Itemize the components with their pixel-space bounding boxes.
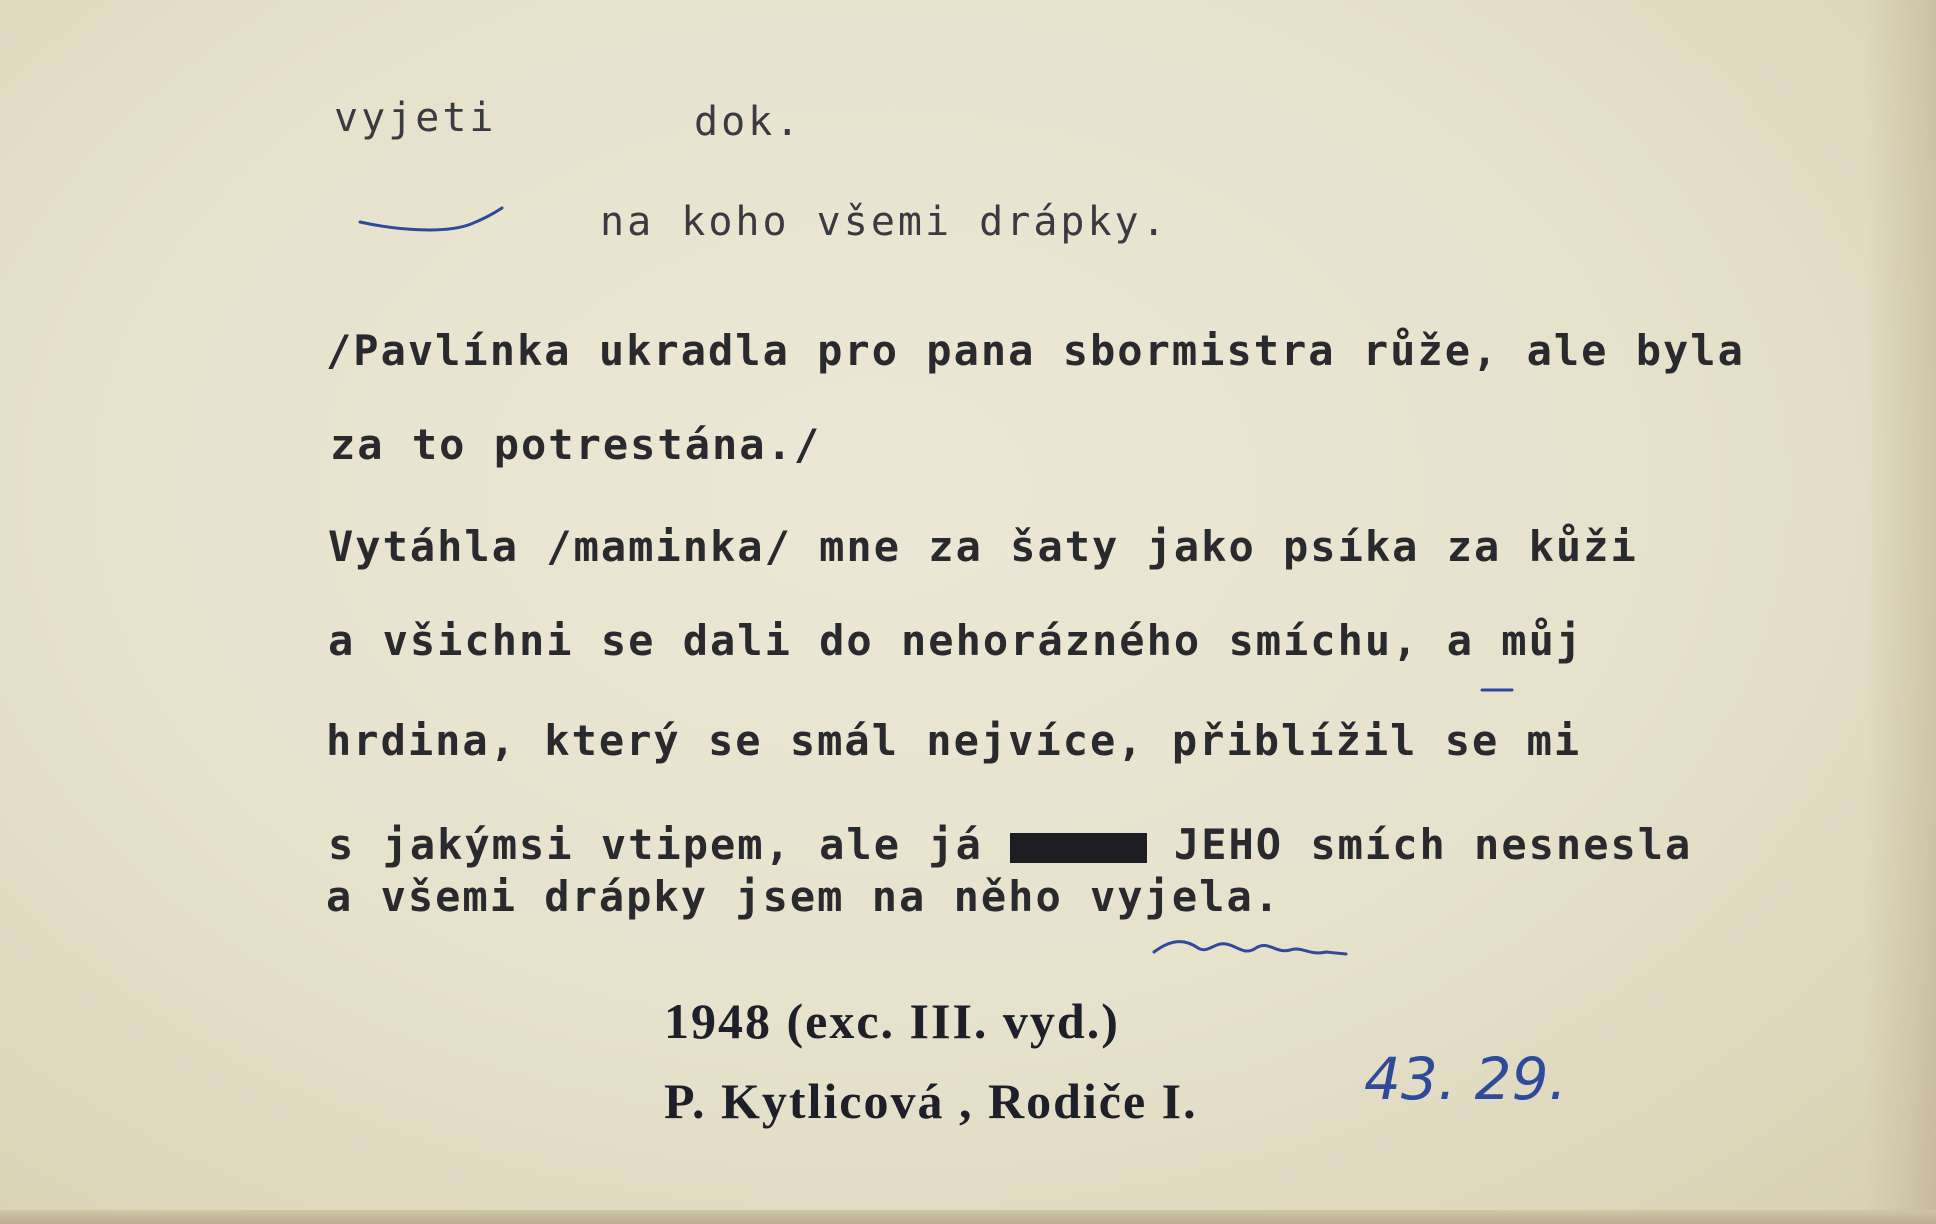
paper-edge-shadow: [1866, 0, 1936, 1224]
headword: vyjeti: [334, 95, 497, 141]
context-line-2: za to potrestána./: [330, 420, 822, 469]
line-6-before: s jakýmsi vtipem, ale já: [328, 820, 983, 869]
year-line: 1948 (exc. III. vyd.): [664, 993, 1120, 1049]
citation-line: P. Kytlicová , Rodiče I.: [664, 1073, 1198, 1129]
context-line-6: [328, 820, 1693, 869]
context-line-5: hrdina, který se smál nejvíce, přiblížil se mi: [326, 716, 1582, 765]
source-tag: dok.: [694, 99, 803, 145]
context-line-4: a všichni se dali do nehorázného smíchu, a můj: [328, 616, 1584, 665]
struck-out-word: [1010, 833, 1146, 863]
context-line-3: Vytáhla /maminka/ mne za šaty jako psíka za kůži: [328, 522, 1638, 571]
handwritten-page-reference: 43. 29.: [1364, 1045, 1567, 1113]
paper-bottom-edge: [0, 1210, 1936, 1224]
context-line-7: a všemi drápky jsem na něho vyjela.: [326, 872, 1282, 921]
handwritten-underline-wave: [1150, 930, 1350, 966]
context-line-1: /Pavlínka ukradla pro pana sbormistra růže, ale byla: [326, 326, 1745, 375]
example-phrase: na koho všemi drápky.: [600, 199, 1169, 245]
handwritten-tilde-mark: [356, 200, 506, 240]
handwritten-dash-mark: [1480, 686, 1516, 696]
line-6-after: JEHO smích nesnesla: [1173, 820, 1693, 869]
